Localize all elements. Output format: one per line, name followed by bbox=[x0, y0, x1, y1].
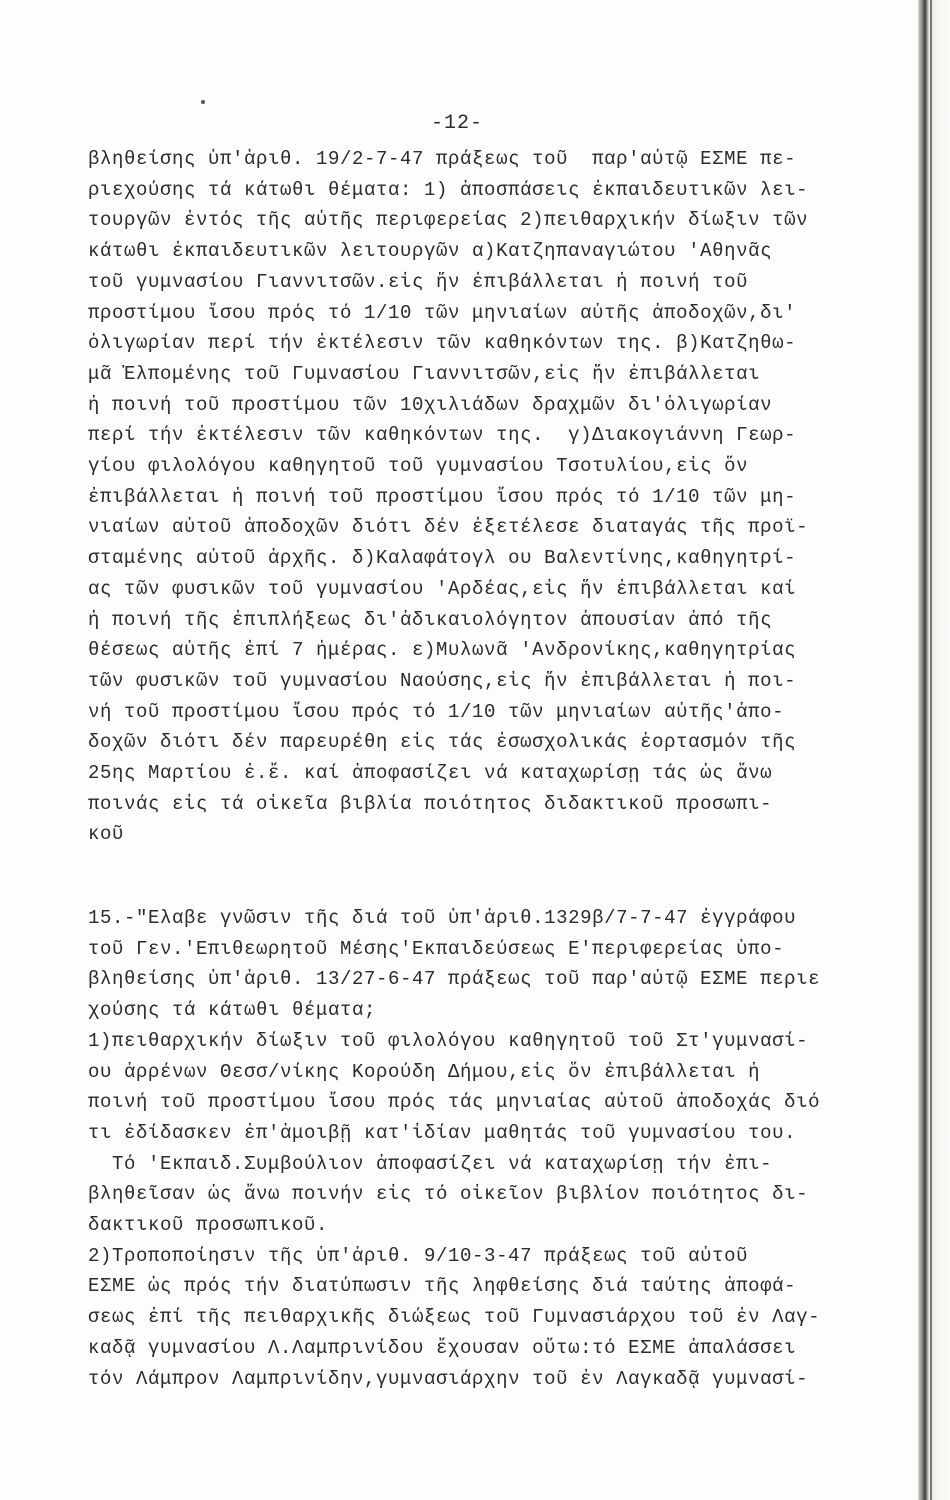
binding-line bbox=[930, 0, 932, 1500]
text-line: κάτωθι ἐκπαιδευτικῶν λειτουργῶν α)Κατζηπαναγιώτου 'Αθηνᾶς bbox=[88, 240, 773, 263]
text-line: ου ἀρρένων Θεσσ/νίκης Κορούδη Δήμου,εἰς ὅν ἐπιβάλλεται ἡ bbox=[88, 1060, 761, 1083]
text-line: ἡ ποινή τῆς ἐπιπλήξεως δι'ἀδικαιολόγητον ἀπουσίαν ἀπό τῆς bbox=[88, 608, 773, 631]
page-number: -12- bbox=[431, 112, 484, 135]
text-line: ποινή τοῦ προστίμου ἴσου πρός τάς μηνιαίας αὐτοῦ ἀποδοχάς διό bbox=[88, 1091, 821, 1114]
text-line: ποινάς εἰς τά οἰκεῖα βιβλία ποιότητος διδακτικοῦ προσωπι- bbox=[88, 792, 773, 815]
text-line: 2)Τροποποίησιν τῆς ὑπ'ἀριθ. 9/10-3-47 πράξεως τοῦ αὐτοῦ bbox=[88, 1244, 749, 1267]
text-line: ας τῶν φυσικῶν τοῦ γυμνασίου 'Αρδέας,εἰς ἥν ἐπιβάλλεται καί bbox=[88, 577, 797, 600]
text-line: περί τήν ἐκτέλεσιν τῶν καθηκόντων της. γ)Διακογιάννη Γεωρ- bbox=[88, 424, 797, 447]
text-line: ΕΣΜΕ ὡς πρός τήν διατύπωσιν τῆς ληφθείσης διά ταύτης ἀποφά- bbox=[88, 1275, 797, 1298]
text-line: σεως ἐπί τῆς πειθαρχικῆς διώξεως τοῦ Γυμνασιάρχου τοῦ ἐν Λαγ- bbox=[88, 1306, 821, 1329]
text-line: βληθείσης ὑπ'ἀριθ. 19/2-7-47 πράξεως τοῦ παρ'αὐτῷ ΕΣΜΕ πε- bbox=[88, 148, 797, 170]
text-line: Τό 'Εκπαιδ.Συμβούλιον ἀποφασίζει νά καταχωρίσῃ τήν ἐπι- bbox=[88, 1152, 773, 1175]
text-line: μᾶ Ἐλπομένης τοῦ Γυμνασίου Γιαννιτσῶν,εἰς ἥν ἐπιβάλλεται bbox=[88, 362, 761, 385]
text-line: προστίμου ἴσου πρός τό 1/10 τῶν μηνιαίων αὐτῆς ἀποδοχῶν,δι' bbox=[88, 301, 797, 324]
text-line: ἐπιβάλλεται ἡ ποινή τοῦ προστίμου ἴσου πρός τό 1/10 τῶν μη- bbox=[88, 485, 797, 508]
text-line: καδᾷ γυμνασίου Λ.Λαμπρινίδου ἔχουσαν οὕτω:τό ΕΣΜΕ ἀπαλάσσει bbox=[88, 1336, 797, 1359]
text-line: χούσης τά κάτωθι θέματα; bbox=[88, 999, 377, 1022]
text-line: δοχῶν διότι δέν παρευρέθη εἰς τάς ἐσωσχολικάς ἑορτασμόν τῆς bbox=[88, 731, 797, 754]
text-line: βληθεῖσαν ὡς ἄνω ποινήν εἰς τό οἰκεῖον βιβλίον ποιότητος δι- bbox=[88, 1183, 809, 1206]
ink-dot bbox=[201, 100, 205, 104]
text-line: νιαίων αὐτοῦ ἀποδοχῶν διότι δέν ἐξετέλεσε διαταγάς τῆς προϊ- bbox=[88, 516, 809, 539]
text-line: σταμένης αὐτοῦ ἀρχῆς. δ)Καλαφάτογλ ου Βαλεντίνης,καθηγητρί- bbox=[88, 547, 797, 570]
text-line: ἡ ποινή τοῦ προστίμου τῶν 10χιλιάδων δραχμῶν δι'ὀλιγωρίαν bbox=[88, 393, 773, 416]
text-line: τοῦ Γεν.'Επιθεωρητοῦ Μέσης'Εκπαιδεύσεως Ε'περιφερείας ὑπο- bbox=[88, 937, 785, 960]
text-line: 1)πειθαρχικήν δίωξιν τοῦ φιλολόγου καθηγητοῦ τοῦ Στ'γυμνασί- bbox=[88, 1029, 809, 1052]
text-line: νή τοῦ προστίμου ἴσου πρός τό 1/10 τῶν μηνιαίων αὐτῆς'ἀπο- bbox=[88, 700, 785, 723]
text-line: γίου φιλολόγου καθηγητοῦ τοῦ γυμνασίου Τσοτυλίου,εἰς ὅν bbox=[88, 455, 749, 477]
text-line: τι ἐδίδασκεν ἐπ'ἀμοιβῇ κατ'ἰδίαν μαθητάς τοῦ γυμνασίου του. bbox=[88, 1121, 797, 1144]
text-line: θέσεως αὐτῆς ἐπί 7 ἡμέρας. ε)Μυλωνᾶ 'Ανδρονίκης,καθηγητρίας bbox=[88, 639, 797, 662]
text-line: τόν Λάμπρον Λαμπρινίδην,γυμνασιάρχην τοῦ ἐν Λαγκαδᾷ γυμνασί- bbox=[88, 1367, 809, 1390]
text-line: ριεχούσης τά κάτωθι θέματα: 1) ἀποσπάσεις ἐκπαιδευτικῶν λει- bbox=[88, 178, 809, 201]
text-line: 15.-"Ελαβε γνῶσιν τῆς διά τοῦ ὑπ'ἀριθ.1329β/7-7-47 ἐγγράφου bbox=[88, 907, 797, 929]
text-line: δακτικοῦ προσωπικοῦ. bbox=[88, 1214, 329, 1236]
text-line: 25ης Μαρτίου ἐ.ἔ. καί ἀποφασίζει νά καταχωρίσῃ τάς ὡς ἄνω bbox=[88, 762, 773, 784]
text-line: κοῦ bbox=[88, 823, 125, 846]
text-line: ὀλιγωρίαν περί τήν ἐκτέλεσιν τῶν καθηκόντων της. β)Κατζηθω- bbox=[88, 332, 797, 355]
text-line: τουργῶν ἐντός τῆς αὐτῆς περιφερείας 2)πειθαρχικήν δίωξιν τῶν bbox=[88, 209, 809, 232]
text-line: τοῦ γυμνασίου Γιαννιτσῶν.εἰς ἥν ἐπιβάλλεται ἡ ποινή τοῦ bbox=[88, 270, 749, 293]
text-line: βληθείσης ὑπ'ἀριθ. 13/27-6-47 πράξεως τοῦ παρ'αὐτῷ ΕΣΜΕ περιε bbox=[88, 968, 821, 991]
text-line: τῶν φυσικῶν τοῦ γυμνασίου Ναούσης,εἰς ἥν ἐπιβάλλεται ἡ ποι- bbox=[88, 669, 797, 692]
binding-edge bbox=[918, 0, 950, 1500]
